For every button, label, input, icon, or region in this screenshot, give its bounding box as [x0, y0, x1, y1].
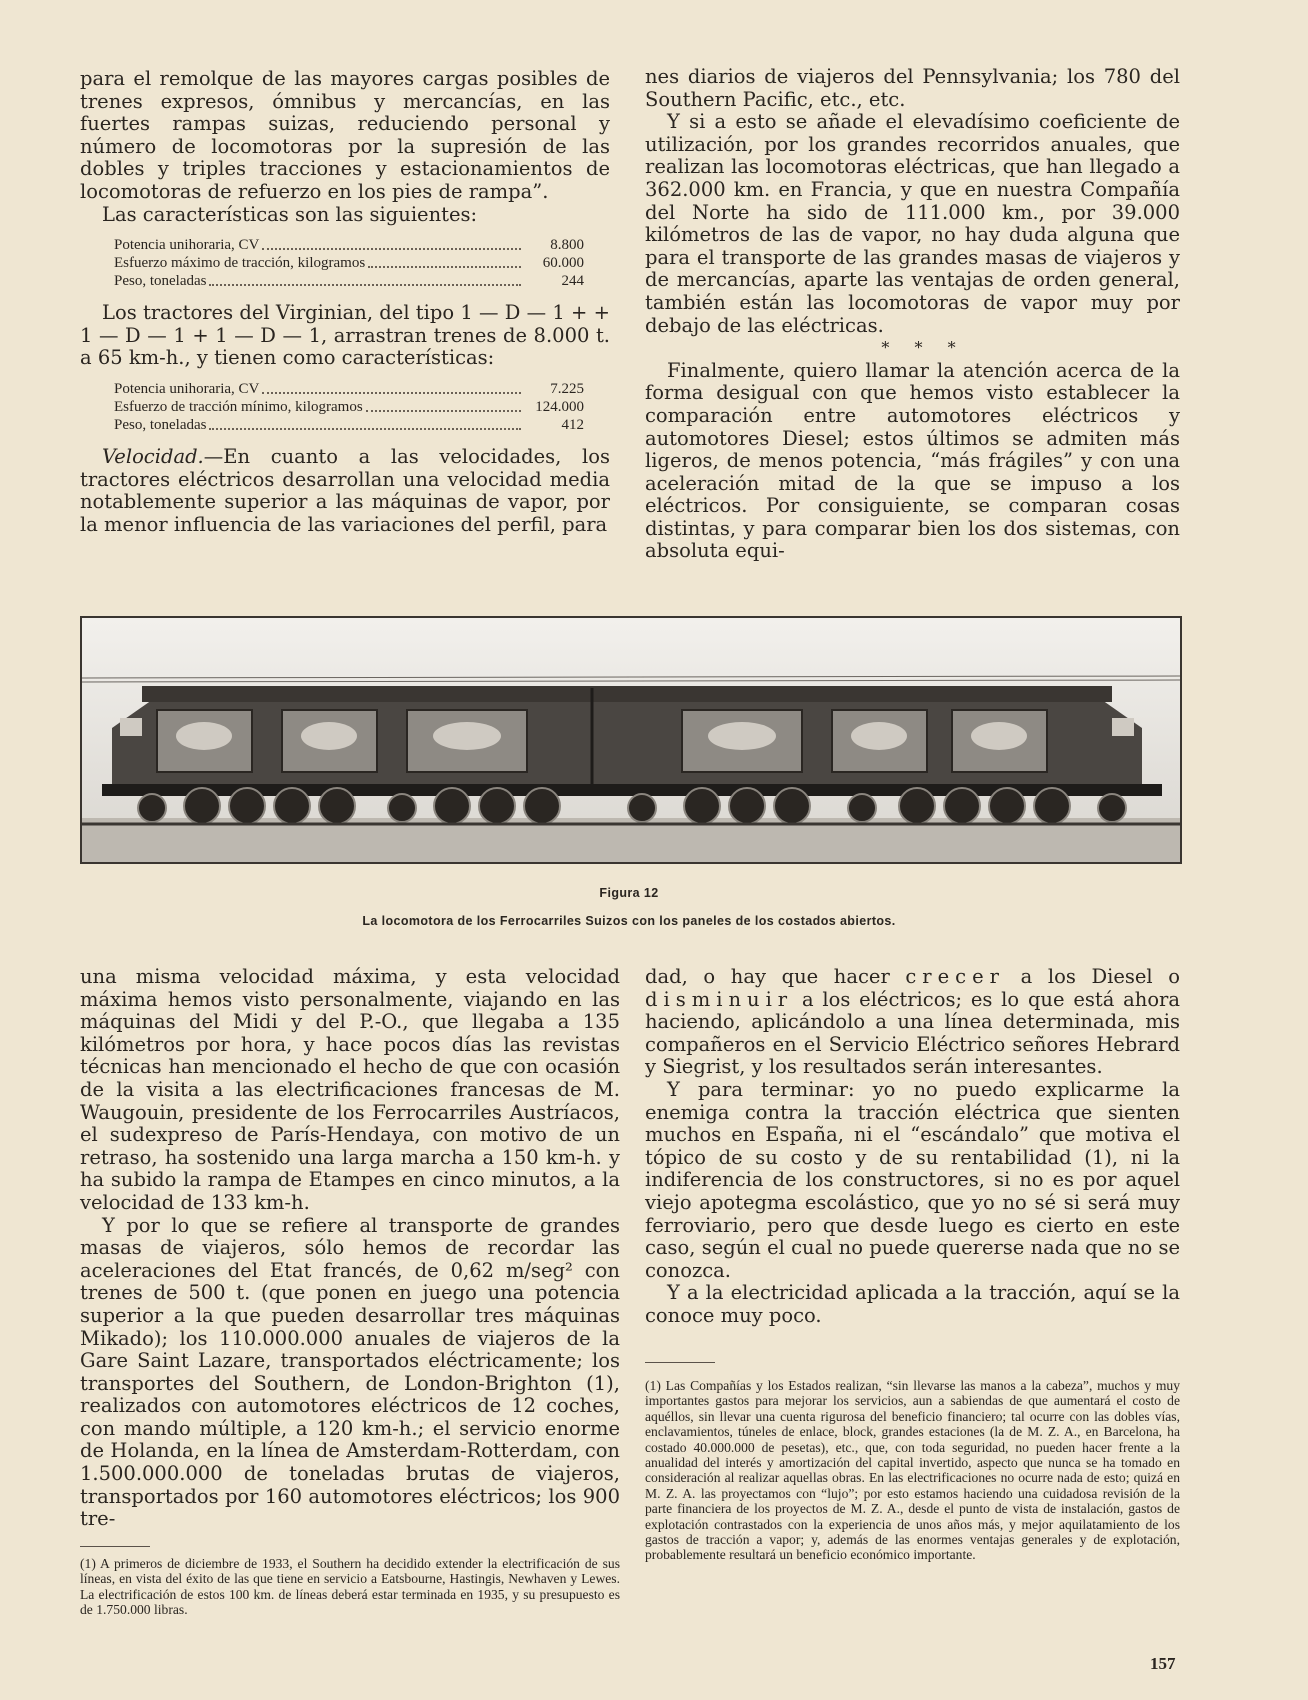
- footnote-rule: [80, 1546, 150, 1547]
- spec-value: 7.225: [550, 380, 584, 397]
- paragraph: Y si a esto se añade el elevadísimo coeficiente de utilización, por los grandes recorridos anuales, que realizan las locomotoras eléctricas, que han llegado a 362.000 km. en Francia, y que en nuestra Compañía del Norte ha sido de 111.000 km., por 39.000 kilómetros de las de vapor, no hay duda alguna que para el transporte de las grandes masas de viajeros y de mercancías, aparte las ventajas de orden general, también están las locomotoras de vapor muy por debajo de las eléctricas.: [645, 110, 1180, 337]
- spec-row: [114, 398, 584, 416]
- paragraph: Y por lo que se refiere al transporte de grandes masas de viajeros, sólo hemos de recordar las aceleraciones del Etat francés, de 0,62 m/seg² con trenes de 500 t. (que ponen en juego una potencia superior a la que pueden desarrollar tres máquinas Mikado); los 110.000.000 anuales de viajeros de la Gare Saint Lazare, transportados eléctricamente; los transportes del Southern, de London-Brighton (1), realizados con automotores eléctricos de 12 coches, con mando múltiple, a 120 km-h.; el servicio enorme de Holanda, en la línea de Amsterdam-Rotterdam, con 1.500.000.000 de toneladas brutas de viajeros, transportados por 160 automotores eléctricos; los 900 tre-: [80, 1213, 620, 1531]
- right-column-bottom: [645, 966, 1180, 1328]
- paragraph-text: dad, o hay que hacer: [645, 965, 890, 988]
- paragraph-text: —En cuanto a las velocidades, los tractores eléctricos desarrollan una velocidad media notablemente superior a las máquinas de vapor, por la menor influencia de las variaciones del perfil, para: [80, 444, 610, 536]
- paragraph: Los tractores del Virginian, del tipo 1 — D — 1 + + 1 — D — 1 + 1 — D — 1, arrastran trenes de 8.000 t. a 65 km-h., y tienen como características:: [80, 301, 610, 370]
- footnote-left: (1) A primeros de diciembre de 1933, el Southern ha decidido extender la electrificación de sus líneas, en vista del éxito de las que tiene en servicio a Eatsbourne, Hastingis, Newhaven y Lewes. La electrificación de estos 100 km. de líneas deberá estar terminada en 1935, y su presupuesto es de 1.750.000 libras.: [80, 1556, 620, 1618]
- locomotive-illustration: [82, 618, 1180, 862]
- specs-table-virginian: [114, 380, 584, 434]
- spec-label: Potencia unihoraria, CV: [114, 237, 260, 254]
- paragraph: [645, 966, 1180, 1079]
- figure-label: Figura 12: [599, 886, 659, 900]
- paragraph-text: a los eléctricos; es lo que está ahora haciendo, aplicándolo a una línea determinada, mis compañeros en el Servicio Eléctrico señores Hebrard y Siegrist, y los resultados serán interesantes.: [645, 987, 1181, 1079]
- emphasized-word: crecer: [905, 965, 1005, 988]
- paragraph: Finalmente, quiero llamar la atención acerca de la forma desigual con que hemos visto establecer la comparación entre automotores eléctricos y automotores Diesel; estos últimos se admiten más ligeros, de menos potencia, “más frágiles” y con una aceleración mitad de la que se impuso a los eléctricos. Por consiguiente, se comparan cosas distintas, y para comparar bien los dos sistemas, con absoluta equi-: [645, 358, 1180, 563]
- paragraph: nes diarios de viajeros del Pennsylvania; los 780 del Southern Pacific, etc., etc.: [645, 65, 1180, 111]
- spec-label: Esfuerzo de tracción mínimo, kilogramos: [114, 398, 363, 415]
- left-column-top: [80, 68, 610, 536]
- spec-row: [114, 272, 584, 290]
- paragraph: una misma velocidad máxima, y esta velocidad máxima hemos visto personalmente, viajando en las máquinas del Midi y del P.-O., que llegaba a 135 kilómetros por hora, y hace pocos días las revistas técnicas han mencionado el hecho de que con ocasión de la visita a las electrificaciones francesas de M. Waugouin, presidente de los Ferrocarriles Austríacos, el sudexpreso de París-Hendaya, con motivo de un retraso, ha sostenido una larga marcha a 150 km-h. y ha subido la rampa de Etampes en cinco minutos, a la velocidad de 133 km-h.: [80, 965, 620, 1214]
- figure-caption: La locomotora de los Ferrocarriles Suizos con los paneles de los costados abiertos.: [362, 914, 896, 928]
- spec-row: [114, 380, 584, 398]
- paragraph: Y para terminar: yo no puedo explicarme la enemiga contra la tracción eléctrica que sienten muchos en España, ni el “escándalo” que motiva el tópico de su costo y de su rentabilidad (1), ni la indiferencia de los constructores, si no es por aquel viejo apotegma escolástico, que yo no sé si será muy ferroviario, pero que desde luego es cierto en este caso, según el cual no puede quererse nada que no se conozca.: [645, 1077, 1180, 1282]
- emphasized-word: disminuir: [645, 987, 794, 1011]
- spec-value: 412: [561, 416, 584, 433]
- page-number: 157: [1150, 1654, 1176, 1673]
- paragraph-text: a los Diesel o: [1020, 965, 1180, 988]
- section-heading-italic: Velocidad.: [102, 444, 204, 468]
- footnote-right: (1) Las Compañías y los Estados realizan, “sin llevarse las manos a la cabeza”, muchos y muy importantes gastos para mejorar los servicios, aun a sabiendas de que aumentará el costo de aquéllos, sin llevar una cuenta rigurosa del beneficio financiero; tal ocurre con las dobles vías, enclavamientos, túneles de enlace, block, grandes estaciones (la de M. Z. A., en Barcelona, ha costado 40.000.000 de pesetas), etc., que, con toda seguridad, no pueden hacer frente a la anualidad del interés y amortización del capital invertido, aspecto que nunca se ha tomado en consideración al realizar aquellas obras. En las electrificaciones no ocurre nada de esto; quizá en M. Z. A. las proyectamos con “lujo”; por esto estamos haciendo una cuidadosa revisión de la parte financiera de los proyectos de M. Z. A., desde el punto de vista de instalación, gastos de explotación contrastados con la experiencia de unos años más, y mejor aquilatamiento de los gastos de tracción a vapor; y, además de las enormes ventajas generales y de explotación, probablemente resultará un beneficio económico importante.: [645, 1378, 1180, 1563]
- paragraph: para el remolque de las mayores cargas posibles de trenes expresos, ómnibus y mercancías, en las fuertes rampas suizas, reduciendo personal y número de locomotoras por la supresión de las dobles y triples tracciones y estacionamientos de locomotoras de refuerzo en los pies de rampa”.: [80, 67, 610, 203]
- paragraph: [80, 446, 610, 536]
- specs-table-swiss: [114, 236, 584, 290]
- section-separator: * * *: [881, 338, 966, 358]
- spec-value: 60.000: [542, 255, 584, 272]
- footnote-rule: [645, 1362, 715, 1363]
- paragraph: Las características son las siguientes:: [102, 202, 478, 226]
- spec-value: 124.000: [535, 398, 584, 415]
- spec-row: [114, 254, 584, 272]
- paragraph: Y a la electricidad aplicada a la tracción, aquí se la conoce muy poco.: [645, 1281, 1180, 1327]
- locomotive-photo: [80, 616, 1182, 864]
- spec-value: 8.800: [550, 237, 584, 254]
- left-column-bottom: [80, 966, 620, 1531]
- spec-row: [114, 416, 584, 434]
- spec-value: 244: [561, 273, 584, 290]
- spec-label: Peso, toneladas: [114, 273, 207, 290]
- spec-label: Peso, toneladas: [114, 416, 207, 433]
- right-column-top: [645, 66, 1180, 563]
- spec-row: [114, 236, 584, 254]
- spec-label: Potencia unihoraria, CV: [114, 380, 260, 397]
- spec-label: Esfuerzo máximo de tracción, kilogramos: [114, 255, 366, 272]
